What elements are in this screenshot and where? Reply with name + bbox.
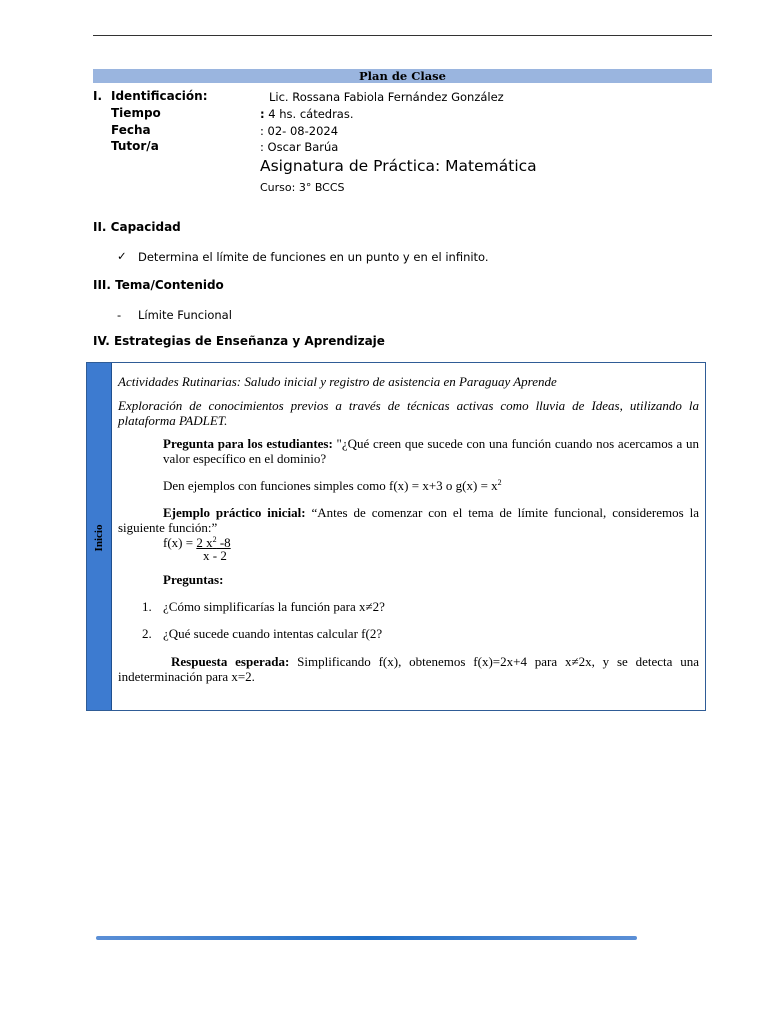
value-tiempo-text: 4 hs. cátedras. bbox=[268, 107, 354, 121]
questions-label-text: Preguntas: bbox=[163, 572, 224, 587]
question-paragraph bbox=[163, 436, 699, 466]
examples-sup: 2 bbox=[497, 478, 502, 487]
question-2-number: 2. bbox=[142, 626, 152, 641]
function-prefix: f(x) = bbox=[163, 535, 197, 550]
dash-bullet: - bbox=[117, 308, 122, 322]
question-1-number: 1. bbox=[142, 599, 152, 614]
question-2: ¿Qué sucede cuando intentas calcular f(2? bbox=[163, 626, 383, 641]
expected-answer-paragraph bbox=[118, 654, 699, 684]
top-rule bbox=[93, 35, 712, 36]
value-tiempo bbox=[260, 107, 354, 121]
capacity-item: Determina el límite de funciones en un punto y en el infinito. bbox=[138, 250, 489, 264]
plan-title: Plan de Clase bbox=[93, 69, 712, 83]
examples-paragraph bbox=[163, 478, 502, 493]
strategy-box bbox=[86, 362, 706, 711]
practical-label: Ejemplo práctico inicial: bbox=[163, 505, 306, 520]
label-tutor: Tutor/a bbox=[111, 139, 159, 153]
practical-text: “Antes de comenzar con el tema de límite funcional, consideremos la siguiente función:” bbox=[118, 505, 699, 535]
practical-example-paragraph bbox=[118, 505, 699, 535]
label-fecha: Fecha bbox=[111, 123, 151, 137]
question-label: Pregunta para los estudiantes: bbox=[163, 436, 333, 451]
heading-tema: III. Tema/Contenido bbox=[93, 278, 224, 292]
examples-text: Den ejemplos con funciones simples como f(x) = x+3 o g(x) = x bbox=[163, 478, 498, 493]
function-numerator-sup: 2 bbox=[212, 535, 217, 544]
value-tiempo-colon: : bbox=[260, 107, 265, 121]
heading-capacidad: II. Capacidad bbox=[93, 220, 181, 234]
value-tutor: : Oscar Barúa bbox=[260, 140, 339, 154]
questions-label bbox=[163, 572, 223, 587]
check-icon: ✓ bbox=[117, 249, 127, 263]
function-numerator-b: -8 bbox=[216, 535, 231, 550]
question-1: ¿Cómo simplificarías la función para x≠2? bbox=[163, 599, 385, 614]
label-identificacion: Identificación: bbox=[111, 89, 208, 103]
answer-label: Respuesta esperada: bbox=[171, 654, 290, 669]
answer-text: Simplificando f(x), obtenemos f(x)=2x+4 para x≠2x, y se detecta una indeterminación para x=2. bbox=[118, 654, 699, 684]
value-identificacion: Lic. Rossana Fabiola Fernández González bbox=[269, 90, 504, 104]
footer-decorative-line bbox=[96, 936, 637, 940]
label-tiempo: Tiempo bbox=[111, 106, 161, 120]
function-numerator-a: 2 x bbox=[196, 535, 213, 550]
routine-activities: Actividades Rutinarias: Saludo inicial y registro de asistencia en Paraguay Aprende bbox=[118, 374, 557, 389]
question-text: "¿Qué creen que sucede con una función cuando nos acercamos a un valor específico en el dominio? bbox=[163, 436, 699, 466]
exploration-text: Exploración de conocimientos previos a través de técnicas activas como lluvia de Ideas, utilizando la plataforma PADLET. bbox=[118, 398, 699, 428]
value-fecha: : 02- 08-2024 bbox=[260, 124, 339, 138]
phase-side-strip bbox=[87, 363, 112, 710]
topic-item: Límite Funcional bbox=[138, 308, 232, 322]
course-label: Curso: 3° BCCS bbox=[260, 181, 345, 194]
heading-estrategias: IV. Estrategias de Enseñanza y Aprendizaje bbox=[93, 334, 385, 348]
subject-title: Asignatura de Práctica: Matemática bbox=[260, 157, 537, 175]
function-denominator: x - 2 bbox=[203, 548, 227, 563]
section-numeral-1: I. bbox=[93, 89, 103, 103]
phase-label-inicio: Inicio bbox=[93, 524, 105, 552]
